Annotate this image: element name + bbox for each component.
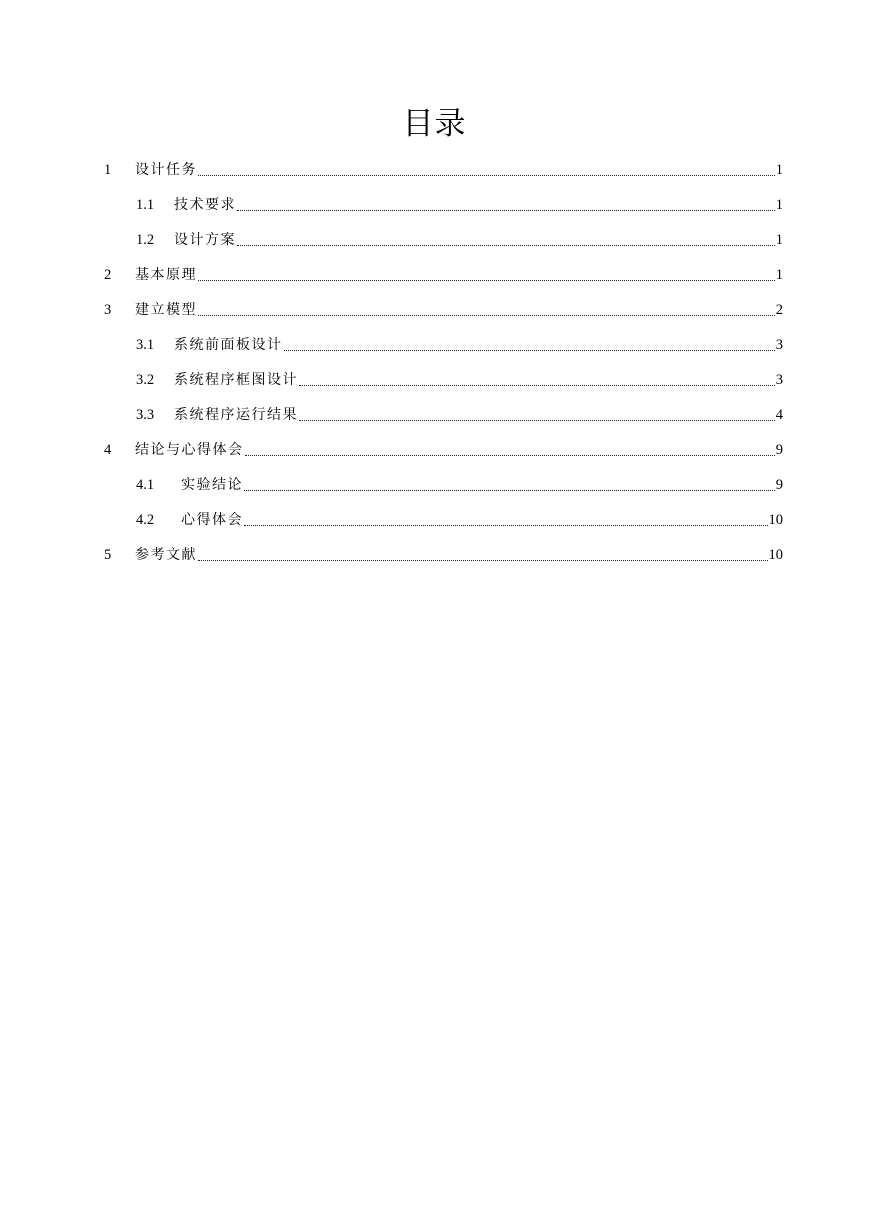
toc-entry-number: 5 (104, 547, 112, 563)
dot-leader (299, 400, 775, 430)
dot-leader (198, 260, 775, 290)
toc-entry-number: 3 (104, 302, 112, 318)
toc-entry-page: 3 (775, 337, 783, 353)
toc-entry-number: 1.2 (136, 232, 155, 248)
toc-entry-3-3[interactable] (136, 400, 783, 430)
toc-entry-4-1[interactable] (136, 470, 783, 500)
toc-entry-4[interactable] (104, 435, 783, 465)
toc-entry-label: 系统程序运行结果 (174, 407, 298, 423)
toc-entry-label: 基本原理 (135, 267, 197, 283)
toc-entry-1-2[interactable] (136, 225, 783, 255)
dot-leader (198, 155, 775, 185)
toc-entry-page: 4 (775, 407, 783, 423)
dot-leader (284, 330, 775, 360)
toc-entry-page: 2 (775, 302, 783, 318)
toc-entry-3-1[interactable] (136, 330, 783, 360)
toc-entry-page: 1 (775, 162, 783, 178)
dot-leader (198, 540, 768, 570)
toc-entry-2[interactable] (104, 260, 783, 290)
toc-entry-number: 4.2 (136, 512, 155, 528)
toc-entry-label: 结论与心得体会 (135, 442, 244, 458)
toc-entry-label: 心得体会 (181, 512, 243, 528)
toc-entry-number: 1 (104, 162, 112, 178)
toc-entry-number: 3.3 (136, 407, 155, 423)
toc-entry-page: 1 (775, 232, 783, 248)
toc-entry-label: 系统前面板设计 (174, 337, 283, 353)
toc-entry-page: 1 (775, 197, 783, 213)
toc-entry-label: 参考文献 (135, 547, 197, 563)
toc-entry-label: 技术要求 (174, 197, 236, 213)
toc-title: 目录 (402, 106, 467, 142)
dot-leader (299, 365, 775, 395)
dot-leader (198, 295, 775, 325)
toc-entry-page: 9 (775, 442, 783, 458)
toc-entry-page: 10 (768, 547, 783, 563)
toc-entry-page: 10 (768, 512, 783, 528)
toc-entry-label: 系统程序框图设计 (174, 372, 298, 388)
toc-entry-page: 9 (775, 477, 783, 493)
toc-entry-label: 设计任务 (135, 162, 197, 178)
toc-entry-page: 3 (775, 372, 783, 388)
toc-entry-label: 建立模型 (135, 302, 197, 318)
toc-entry-3-2[interactable] (136, 365, 783, 395)
toc-entry-number: 4.1 (136, 477, 155, 493)
toc-entry-number: 2 (104, 267, 112, 283)
toc-entry-label: 设计方案 (174, 232, 236, 248)
dot-leader (237, 225, 775, 255)
toc-entry-3[interactable] (104, 295, 783, 325)
toc-entry-5[interactable] (104, 540, 783, 570)
toc-entry-1-1[interactable] (136, 190, 783, 220)
toc-entry-number: 3.1 (136, 337, 155, 353)
toc-entry-number: 1.1 (136, 197, 155, 213)
toc-entry-page: 1 (775, 267, 783, 283)
toc-entry-number: 4 (104, 442, 112, 458)
dot-leader (237, 190, 775, 220)
dot-leader (245, 435, 775, 465)
toc-entry-4-2[interactable] (136, 505, 783, 535)
toc-entry-label: 实验结论 (181, 477, 243, 493)
toc-entry-number: 3.2 (136, 372, 155, 388)
dot-leader (244, 505, 768, 535)
toc-entry-1[interactable] (104, 155, 783, 185)
dot-leader (244, 470, 775, 500)
